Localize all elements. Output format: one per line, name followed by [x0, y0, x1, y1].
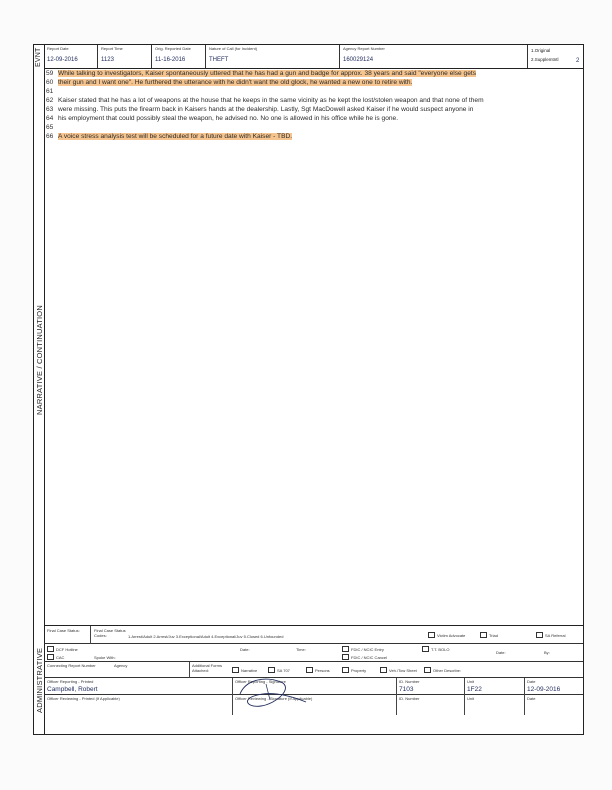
page-number: 2 — [576, 58, 580, 64]
narrative-line: 62 Kaiser stated that he has a lot of weapons at the house that he keeps in the same vicinity as he kept the lost/stolen weapon and that none of them — [46, 97, 484, 104]
reviewing-signature-label: Officer Reviewing - Signature (If Applicable) — [235, 696, 313, 701]
final-case-status-label: Final Case Status: — [47, 628, 80, 633]
other-checkbox[interactable] — [424, 667, 431, 673]
narrative-form-label: Narrative — [241, 668, 258, 673]
supplemental-option: 2.Supplemtntl — [531, 57, 559, 62]
tt-bolo-label: T.T. BOLO — [431, 647, 450, 652]
orig-date-cell — [152, 45, 206, 68]
hotline-row — [44, 644, 583, 662]
narrative-line: 60 their gun and I want one". He furthered the utterance with he didn't want the old glock, he wanted a new one to retire with. — [46, 79, 413, 86]
orig-date-label: Orig. Reported Date — [155, 46, 191, 51]
report-date-value: 12-09-2016 — [47, 57, 78, 63]
fcic-entry-checkbox[interactable] — [342, 646, 349, 652]
triad-label: Triad — [489, 633, 498, 638]
property-checkbox[interactable] — [342, 667, 349, 673]
cac-checkbox[interactable] — [47, 654, 54, 660]
sa-referral-checkbox[interactable] — [536, 632, 543, 638]
narrative-line: 64 his employment that could possibly steal the weapon, he advised no. No one is allowed in his office while he is gone. — [46, 115, 399, 122]
fcic-entry-label: FDIC / NCIC Entry — [351, 647, 384, 652]
date-value: 12-09-2016 — [527, 686, 561, 693]
time-label: Time: — [296, 647, 306, 652]
spoke-with-label: Spoke With: — [94, 655, 116, 660]
victim-advocate-label: Victim Advocate — [437, 633, 466, 638]
report-time-cell — [98, 45, 152, 68]
agency-label: Agency — [114, 663, 128, 668]
agency-value: 160029124 — [343, 57, 374, 63]
sa-referral-label: SA Referral — [545, 633, 566, 638]
report-time-value: 1123 — [101, 57, 114, 63]
narrative-line: 59 While talking to investigators, Kaiser spontaneously uttered that he has had a gun and badge for approx. 38 years and said "everyone else gets — [46, 70, 477, 77]
date-label-2: Date — [527, 696, 536, 701]
agency-label: Agency Report Number — [343, 46, 385, 51]
id-number-label: ID. Number — [399, 679, 420, 684]
officer-reporting-value: Campbell, Robert — [47, 686, 98, 693]
bolo-date-label: Date: — [496, 650, 506, 655]
unit-label: Unit — [467, 679, 475, 684]
status-codes: 1.Arrest/Adult 2.Arrest/Juv 3.Exceptional/Adult 4.Exceptional/Juv 5.Closed 6.Unfounded — [128, 634, 284, 639]
officer-signature-label: Officer Reporting - Signature — [235, 679, 286, 684]
victim-advocate-checkbox[interactable] — [428, 632, 435, 638]
fcic-cancel-checkbox[interactable] — [342, 654, 349, 660]
date-label: Date: — [240, 647, 250, 652]
nature-cell — [206, 45, 340, 68]
report-time-label: Report Time — [101, 46, 123, 51]
additional-forms-label: Additional Forms Attached: — [192, 663, 223, 673]
officer-reporting-label: Officer Reporting - Printed — [47, 679, 94, 684]
final-status-row — [44, 626, 583, 644]
report-date-cell — [44, 45, 98, 68]
report-type-cell — [528, 45, 585, 68]
event-side-label: EVNT — [35, 47, 42, 67]
admin-side-label: ADMINISTRATIVE — [35, 647, 44, 713]
tt-bolo-checkbox[interactable] — [422, 646, 429, 652]
agency-cell — [340, 45, 528, 68]
date-label: Date — [527, 679, 536, 684]
narrative-line: 61 — [46, 88, 54, 95]
report-date-label: Report Date — [47, 46, 69, 51]
narrative-line: 66 A voice stress analysis test will be scheduled for a future date with Kaiser - TBD. — [46, 133, 293, 140]
id-number-value: 7103 — [399, 686, 414, 693]
dcf-hotline-label: DCF Hotline — [56, 647, 78, 652]
other-label: Other Describe: — [433, 668, 462, 673]
report-form — [33, 44, 584, 735]
persons-checkbox[interactable] — [306, 667, 313, 673]
bolo-by-label: By: — [544, 650, 550, 655]
nature-value: THEFT — [209, 57, 229, 63]
narrative-line: 63 were missing. This puts the firearm back in Kaisers hands at the dealership. Lastly, Sgt MacDowell asked Kaiser if he would suspect anyone in — [46, 106, 474, 113]
dcf-hotline-checkbox[interactable] — [47, 646, 54, 652]
narrative-lines — [46, 69, 575, 141]
cac-label: CAC — [56, 655, 65, 660]
narrative-checkbox[interactable] — [232, 667, 239, 673]
narrative-line: 65 — [46, 124, 54, 131]
triad-checkbox[interactable] — [480, 632, 487, 638]
veh-tow-label: Veh./Tow Sheet — [389, 668, 417, 673]
veh-tow-checkbox[interactable] — [380, 667, 387, 673]
property-label: Property — [351, 668, 367, 673]
report-header — [44, 45, 583, 69]
original-option: 1.Original — [531, 48, 551, 53]
persons-label: Persons — [315, 668, 330, 673]
orig-date-value: 11-16-2016 — [155, 57, 186, 63]
admin-section — [44, 625, 583, 734]
narrative-side-label: NARRATIVE / CONTINUATION — [35, 305, 44, 415]
unit-label-2: Unit — [467, 696, 475, 701]
connecting-report-label: Connecting Report Number — [47, 663, 96, 668]
officer-reviewing-label: Officer Reviewing - Printed (If Applicable) — [47, 696, 120, 701]
unit-value: 1F22 — [467, 686, 482, 693]
officer-signature — [236, 674, 316, 714]
sa707-checkbox[interactable] — [268, 667, 275, 673]
nature-label: Nature of Call (for Incident) — [209, 46, 258, 51]
final-case-codes-label: Final Case Status Codes: — [94, 628, 126, 638]
fcic-cancel-label: FDIC / NCIC Cancel — [351, 655, 388, 660]
sa707-label: SA 707 — [277, 668, 290, 673]
id-number-label-2: ID. Number — [399, 696, 420, 701]
